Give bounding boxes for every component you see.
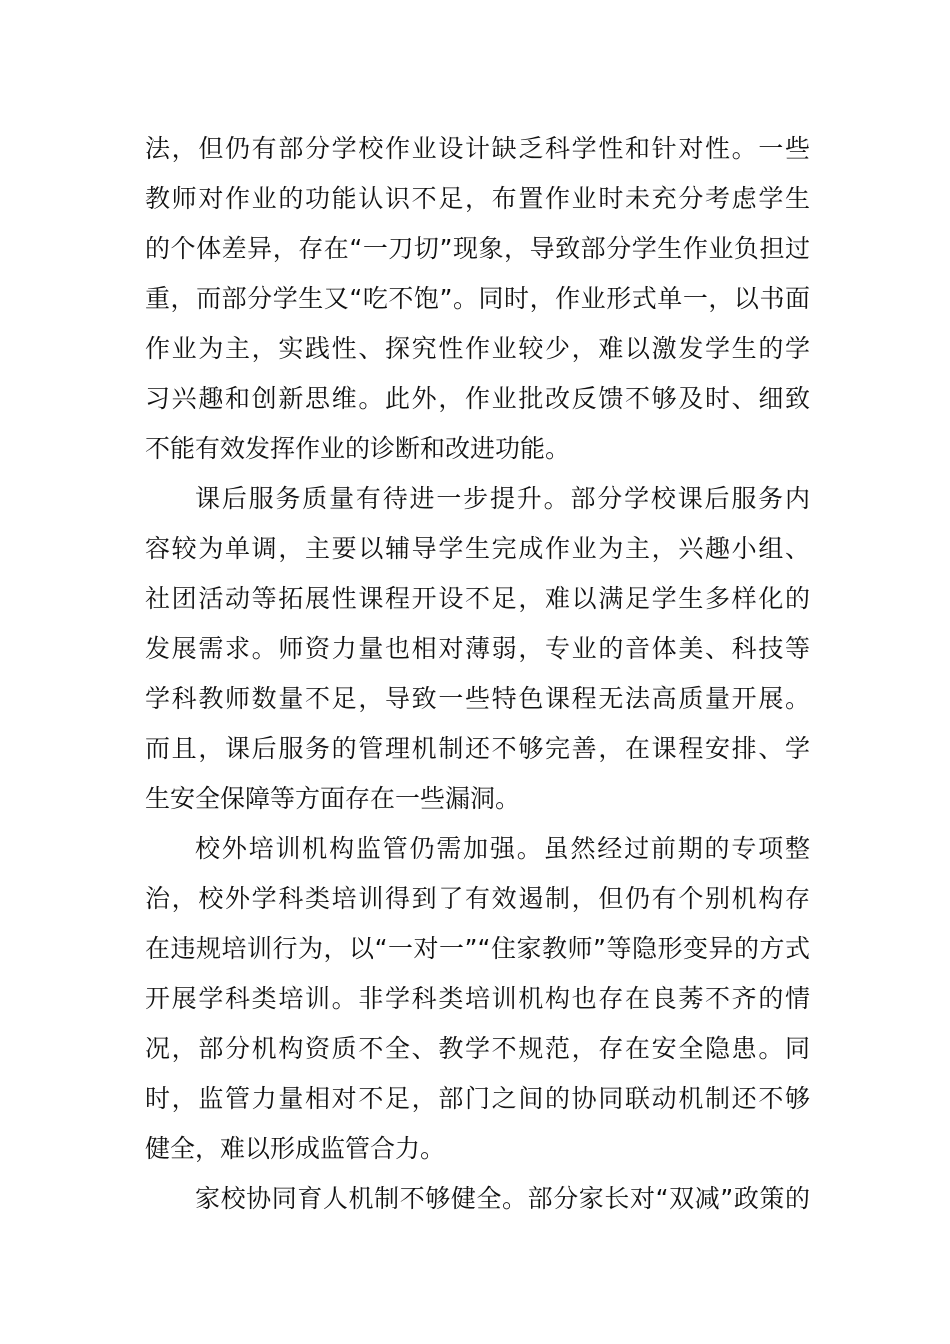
text-line: 开展学科类培训。非学科类培训机构也存在良莠不齐的情 [145, 984, 810, 1013]
text-line: 健全，难以形成监管合力。 [145, 1134, 446, 1163]
text-line: 在违规培训行为，以“一对一”“住家教师”等隐形变异的方式 [145, 934, 810, 963]
paragraph-home-school-cooperation [145, 1174, 810, 1224]
text-line: 法，但仍有部分学校作业设计缺乏科学性和针对性。一些 [145, 134, 810, 163]
text-line: 治，校外学科类培训得到了有效遏制，但仍有个别机构存 [145, 884, 810, 913]
text-line: 校外培训机构监管仍需加强。虽然经过前期的专项整 [195, 834, 810, 863]
text-line: 时，监管力量相对不足，部门之间的协同联动机制还不够 [145, 1084, 810, 1113]
text-line: 不能有效发挥作业的诊断和改进功能。 [145, 434, 571, 463]
paragraph-after-school-service [145, 474, 810, 824]
text-line: 作业为主，实践性、探究性作业较少，难以激发学生的学 [145, 334, 810, 363]
text-line: 重，而部分学生又“吃不饱”。同时，作业形式单一，以书面 [145, 284, 810, 313]
paragraph-homework-issue [145, 124, 810, 474]
text-line: 容较为单调，主要以辅导学生完成作业为主，兴趣小组、 [145, 534, 810, 563]
text-line: 习兴趣和创新思维。此外，作业批改反馈不够及时、细致 [145, 384, 810, 413]
text-line: 况，部分机构资质不全、教学不规范，存在安全隐患。同 [145, 1034, 810, 1063]
text-line: 社团活动等拓展性课程开设不足，难以满足学生多样化的 [145, 584, 810, 613]
text-line: 生安全保障等方面存在一些漏洞。 [145, 784, 521, 813]
text-line: 发展需求。师资力量也相对薄弱，专业的音体美、科技等 [145, 634, 810, 663]
paragraph-off-campus-training [145, 824, 810, 1174]
text-line: 教师对作业的功能认识不足，布置作业时未充分考虑学生 [145, 184, 810, 213]
text-line: 学科教师数量不足，导致一些特色课程无法高质量开展。 [145, 684, 810, 713]
text-line: 而且，课后服务的管理机制还不够完善，在课程安排、学 [145, 734, 810, 763]
text-line: 课后服务质量有待进一步提升。部分学校课后服务内 [195, 484, 810, 513]
text-line: 的个体差异，存在“一刀切”现象，导致部分学生作业负担过 [145, 234, 810, 263]
document-body [145, 124, 810, 1224]
text-line: 家校协同育人机制不够健全。部分家长对“双减”政策的 [195, 1184, 810, 1213]
